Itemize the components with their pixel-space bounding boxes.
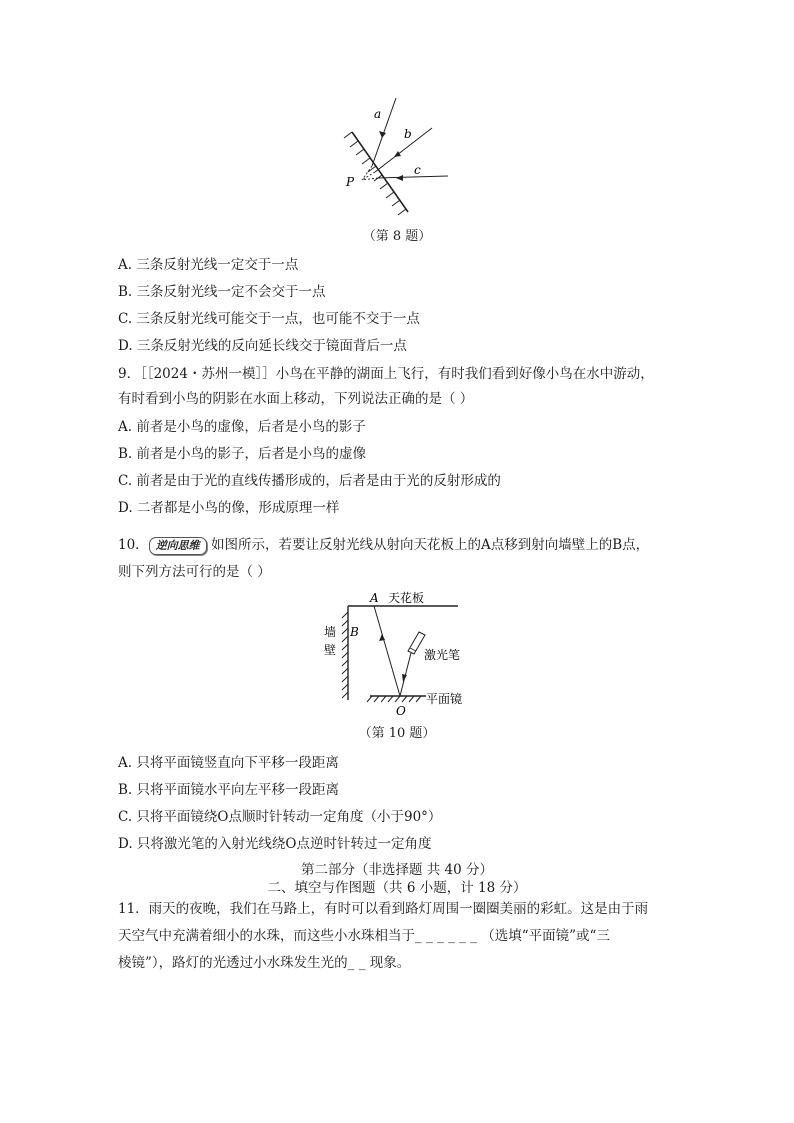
incident-ray bbox=[400, 653, 411, 696]
label-p: P bbox=[346, 175, 355, 189]
q10-option-d: D. 只将激光笔的入射光线绕O点逆时针转过一定角度 bbox=[118, 836, 432, 852]
label-wall-1: 墙 bbox=[324, 625, 337, 639]
ray-c bbox=[378, 176, 448, 178]
q8-option-a: A. 三条反射光线一定交于一点 bbox=[118, 257, 299, 273]
q9-option-b: B. 前者是小鸟的影子，后者是小鸟的虚像 bbox=[118, 446, 367, 462]
q10-option-b: B. 只将平面镜水平向左平移一段距离 bbox=[118, 782, 340, 798]
figure-8-caption: （第 8 题） bbox=[362, 229, 432, 244]
q11-stem-line2: 天空气中充满着细小的水珠，而这些小水珠相当于_ _ _ _ _ _ （选填“平面镜”或“三 bbox=[118, 928, 610, 944]
ray-a-arrow bbox=[379, 131, 386, 138]
q9-option-d: D. 二者都是小鸟的像，形成原理一样 bbox=[118, 500, 340, 516]
q8-option-b: B. 三条反射光线一定不会交于一点 bbox=[118, 284, 326, 300]
q10-option-a: A. 只将平面镜竖直向下平移一段距离 bbox=[118, 755, 339, 771]
label-c: c bbox=[414, 163, 421, 177]
q11-stem-line1: 11．雨天的夜晚，我们在马路上，有时可以看到路灯周围一圈圈美丽的彩虹。这是由于雨 bbox=[118, 901, 649, 917]
incident-ray-arrow bbox=[402, 674, 407, 682]
q9-option-a: A. 前者是小鸟的虚像，后者是小鸟的影子 bbox=[118, 419, 366, 435]
q10-stem-line2: 则下列方法可行的是（ ） bbox=[118, 564, 271, 580]
reflected-ray bbox=[374, 606, 400, 696]
q10-stem-text: 如图所示，若要让反射光线从射向天花板上的A点移到射向墙壁上的B点， bbox=[210, 537, 650, 553]
mirror-hatching bbox=[367, 696, 421, 702]
label-b: b bbox=[404, 127, 412, 141]
figure-10-diagram bbox=[320, 588, 480, 718]
label-a: A bbox=[370, 591, 379, 605]
reflected-ray-arrow bbox=[379, 634, 385, 641]
q9-stem-line2: 有时看到小鸟的阴影在水面上移动，下列说法正确的是（ ） bbox=[118, 391, 474, 407]
part-2-title: 第二部分（非选择题 共 40 分） bbox=[300, 862, 494, 878]
wall-hatching bbox=[342, 612, 348, 698]
label-b: B bbox=[350, 625, 359, 639]
q10-stem-line1 bbox=[118, 536, 649, 555]
q10-option-c: C. 只将平面镜绕O点顺时针转动一定角度（小于90°） bbox=[118, 809, 442, 825]
figure-8-diagram bbox=[330, 92, 460, 222]
label-mirror: 平面镜 bbox=[426, 692, 463, 706]
label-laser-pen: 激光笔 bbox=[424, 648, 461, 662]
reverse-thinking-badge: 逆向思维 bbox=[149, 537, 207, 555]
mirror-hatching bbox=[344, 132, 406, 215]
dashed-extension bbox=[362, 166, 372, 180]
laser-pen bbox=[408, 632, 425, 654]
figure-10-caption: （第 10 题） bbox=[358, 726, 436, 741]
ray-c-arrow bbox=[396, 175, 403, 181]
q9-option-c: C. 前者是由于光的直线传播形成的，后者是由于光的反射形成的 bbox=[118, 473, 501, 489]
label-wall-2: 壁 bbox=[324, 643, 337, 657]
q11-stem-line3: 棱镜”），路灯的光透过小水珠发生光的_ _ 现象。 bbox=[118, 955, 411, 971]
q10-number: 10． bbox=[118, 537, 149, 553]
q9-stem-line1: 9．［［2024・苏州一模］］小鸟在平静的湖面上飞行，有时我们看到好像小鸟在水中游动， bbox=[118, 366, 654, 382]
ray-b-arrow bbox=[394, 151, 401, 157]
q8-option-c: C. 三条反射光线可能交于一点，也可能不交于一点 bbox=[118, 311, 420, 327]
q8-option-d: D. 三条反射光线的反向延长线交于镜面背后一点 bbox=[118, 338, 407, 354]
label-a: a bbox=[374, 107, 382, 121]
label-o: O bbox=[396, 704, 406, 718]
section-2-heading: 二、填空与作图题（共 6 小题，计 18 分） bbox=[267, 880, 527, 896]
label-ceiling: 天花板 bbox=[388, 591, 425, 605]
